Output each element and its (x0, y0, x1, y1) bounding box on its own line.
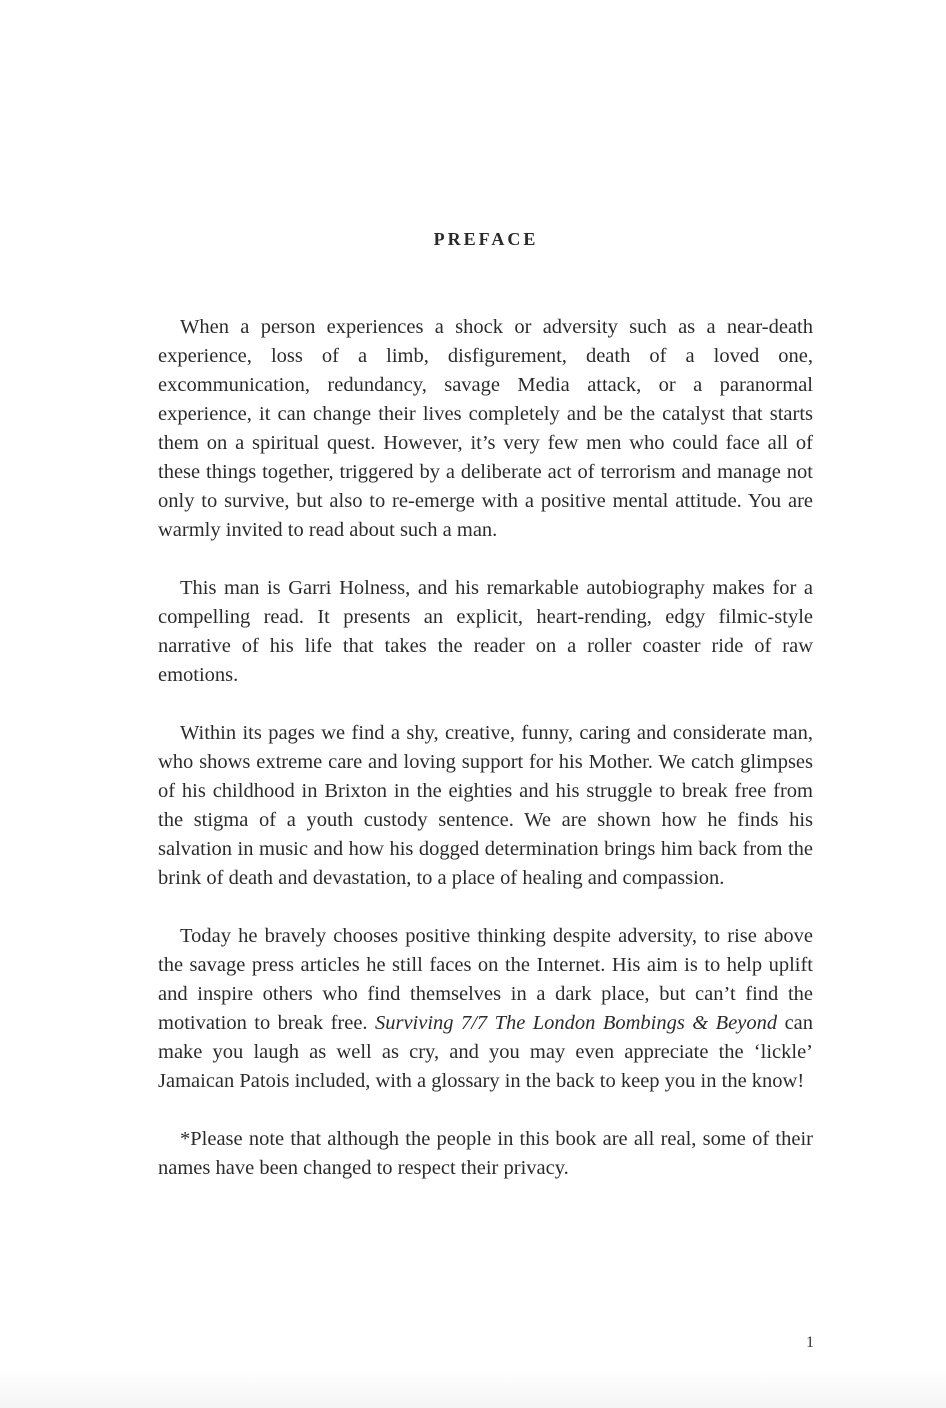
page-title: PREFACE (433, 229, 539, 249)
paragraph-2: This man is Garri Holness, and his remarkable autobiography makes for a compelling read. It presents an explicit, heart-rending, edgy filmic-style narrative of his life that takes the reader on a roller coaster ride of raw emotions. (158, 577, 813, 686)
paragraph-4-outro: can make you laugh as well as cry, and you may even appreciate the ‘lickle’ Jamaican Patois included, with a glossary in the back to keep you in the know! (158, 1012, 814, 1092)
preface-body (158, 313, 813, 1212)
paragraph-3: Within its pages we find a shy, creative, funny, caring and considerate man, who shows extreme care and loving support for his Mother. We catch glimpses of his childhood in Brixton in the eighties and his struggle to break free from the stigma of a youth custody sentence. We are shown how he finds his salvation in music and how his dogged determination brings him back from the brink of death and devastation, to a place of healing and compassion. (158, 722, 813, 889)
page-number: 1 (806, 1334, 814, 1351)
paragraph-4-intro: Today he bravely chooses positive thinking despite adversity, to rise above the savage press articles he still faces on the Internet. His aim is to help uplift and inspire others who find themselves in a dark place, but can’t find the motivation to break free. (158, 925, 813, 1034)
paragraph-1: When a person experiences a shock or adversity such as a near-death experience, loss of a limb, disfigurement, death of a loved one, excommunication, redundancy, savage Media attack, or a paranormal experience, it can change their lives completely and be the catalyst that starts them on a spiritual quest. However, it’s very few men who could face all of these things together, triggered by a deliberate act of terrorism and manage not only to survive, but also to re-emerge with a positive mental attitude. You are warmly invited to read about such a man. (158, 316, 813, 541)
paragraph-5: *Please note that although the people in this book are all real, some of their names have been changed to respect their privacy. (158, 1128, 813, 1179)
paragraph-4 (158, 922, 813, 1096)
book-title-italic: Surviving 7/7 The London Bombings & Beyond (374, 1012, 778, 1034)
